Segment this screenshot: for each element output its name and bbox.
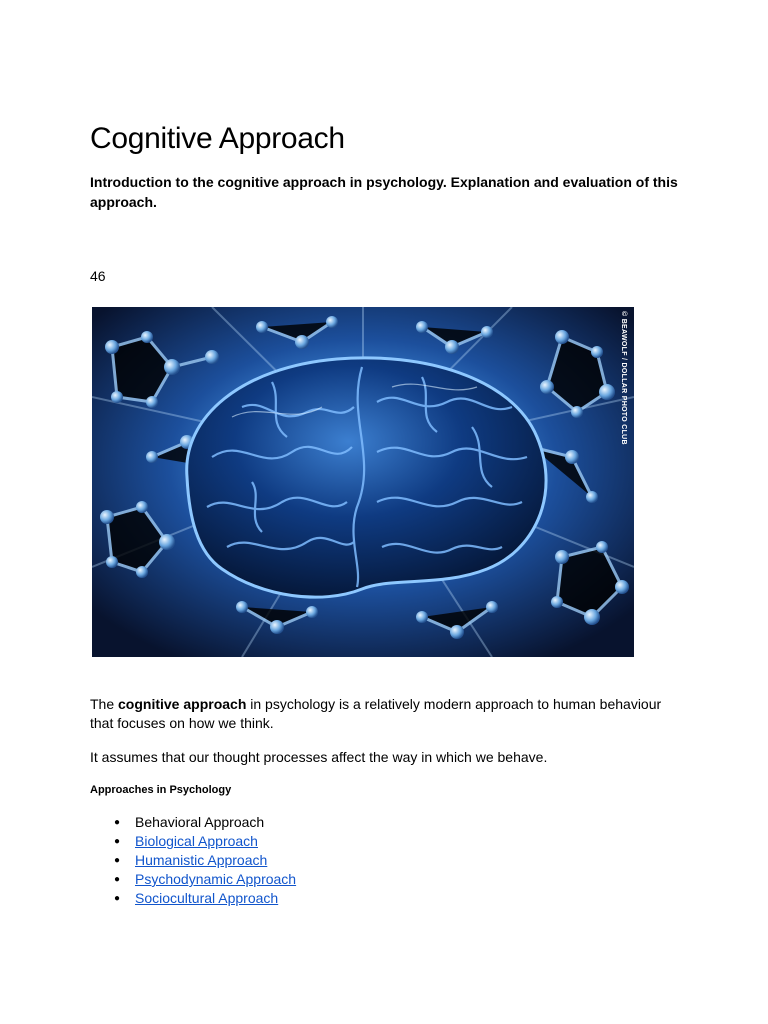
approach-link-psychodynamic[interactable]: Psychodynamic Approach [135,871,297,887]
approach-behavioral: Behavioral Approach [135,814,265,830]
bullet-icon: ● [114,836,121,847]
page-title: Cognitive Approach [90,122,345,155]
page-subtitle: Introduction to the cognitive approach in psychology. Explanation and evaluation of this approach. [90,174,678,210]
approach-link-biological[interactable]: Biological Approach [135,833,258,849]
brain-image [92,307,634,657]
bullet-icon: ● [114,874,121,885]
list-item [90,870,296,889]
photo-credit: © BEAWOLF / DOLLAR PHOTO CLUB [620,311,627,445]
bullet-icon: ● [114,893,121,904]
list-item [90,813,296,832]
view-count: 46 [90,268,106,284]
approach-link-humanistic[interactable]: Humanistic Approach [135,852,268,868]
approaches-list [90,813,296,908]
approach-link-sociocultural[interactable]: Sociocultural Approach [135,890,279,906]
list-item [90,889,296,908]
intro-paragraph: The cognitive approach in psychology is a relatively modern approach to human behaviour that focuses on how we think. [90,696,662,731]
brain-illustration [92,307,634,657]
assumption-paragraph: It assumes that our thought processes affect the way in which we behave. [90,749,548,765]
list-item [90,851,296,870]
intro-bold-term: cognitive approach [118,696,247,712]
list-item [90,832,296,851]
bullet-icon: ● [114,817,121,828]
bullet-icon: ● [114,855,121,866]
approaches-heading: Approaches in Psychology [90,784,232,796]
